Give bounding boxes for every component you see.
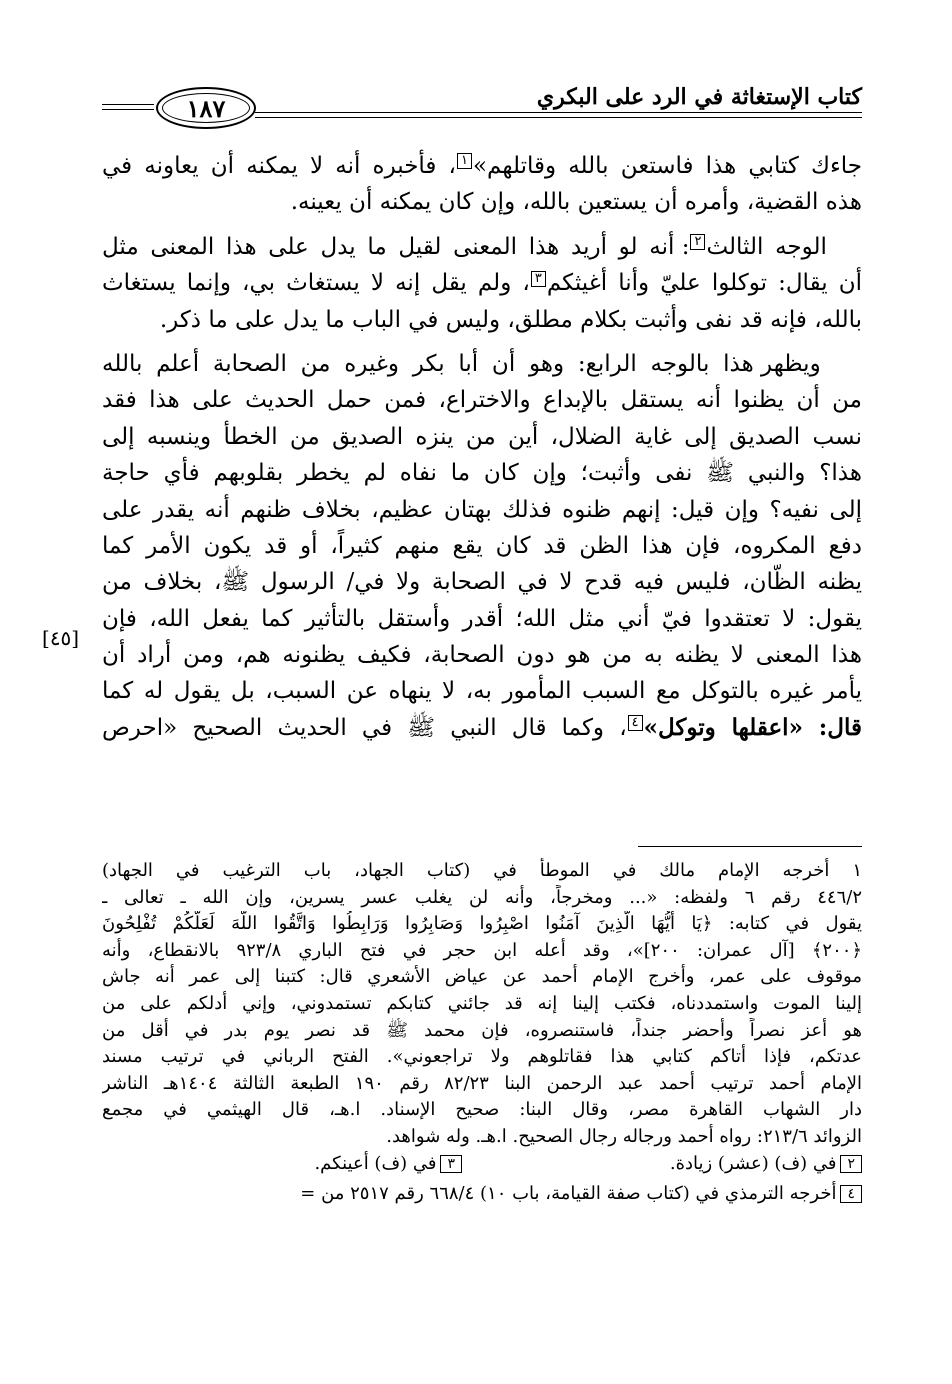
text-line: يأمر غيره بالتوكل مع السبب المأمور به، لا ينهاه عن السبب، بل يقول له كما [102,678,862,705]
footnote-3: ٣في (ف) أعينكم. [314,1151,462,1178]
footnote-2: ٢في (ف) (عشر) زيادة. [670,1151,862,1178]
text-line: أن يقال: توكلوا عليّ وأنا أغيثكم٣، ولم يقل إنه لا يستغاث بي، وإنما يستغاث [102,270,862,297]
text-line: قال: «اعقلها وتوكل»٤، وكما قال النبي ﷺ في الحديث الصحيح «احرص [102,713,862,741]
text-line: من أن يظنوا أنه يستقل بالإبداع والاختراع، فمن حمل الحديث على هذا فقد [102,387,862,414]
text-line: إلى نفيه؟ وإن قيل: إنهم ظنوه فذلك بهتان عظيم، بخلاف ظنهم أنه يقدر على [102,496,862,523]
footnote-line: الإمام أحمد ترتيب أحمد عبد الرحمن البنا ٨٢/٢٣ رقم ١٩٠ الطبعة الثالثة ١٤٠٤هـ الناشر [102,1072,862,1094]
footnote-ref[interactable]: ١ [457,153,472,169]
footnote-number: ٢ [840,1155,862,1173]
footnote-line: إلينا الموت واستمددناه، فكتب إلينا إنه قد جائني كتابكم تستمدوني، وإني أدلكم على من [102,992,862,1014]
footnote-line: ١ أخرجه الإمام مالك في الموطأ في (كتاب الجهاد، باب الترغيب في الجهاد) [102,860,862,881]
footnote-line: دار الشهاب القاهرة مصر، وقال البنا: صحيح الإسناد. ا.هـ، قال الهيثمي في مجمع [102,1099,862,1121]
page-number-frame [156,87,256,129]
footnote-row [102,1181,862,1211]
text-line: الوجه الثالث٢: أنه لو أريد هذا المعنى لقيل ما يدل على هذا المعنى مثل [102,233,827,260]
text-line: دفع المكروه، فإن هذا الظن قد كان يقع منهم كثيراً، أو قد يكون الأمر كما [102,532,862,559]
text-line: يقول: لا تعتقدوا فيّ أني مثل الله؛ أقدر وأستقل بالتأثير كما يفعل الله، فإن [102,605,862,632]
header-rule [102,104,154,105]
text-line: يظنه الظّان، فليس فيه قدح لا في الصحابة ولا في/ الرسول ﷺ، بخلاف من [102,569,862,596]
footnote-number: ٣ [440,1155,462,1173]
text-line: نسب الصديق إلى غاية الضلال، أين من ينزه الصديق من الخطأ وينسبه إلى [102,423,862,450]
header-rule [255,117,862,118]
footnote-separator [638,846,862,847]
text-line: هذا؟ والنبي ﷺ نفى وأثبت؛ وإن كان ما نفاه لم يخطر بقلوبهم فأي حاجة [102,460,862,487]
footnote-line: هو أعز نصراً وأحضر جنداً، فاستنصروه، فإن محمد ﷺ قد نصر يوم بدر في أقل من [102,1019,862,1041]
footnote-line: ﴿٢٠٠﴾ [آل عمران: ٢٠٠]»، وقد أعله ابن حجر في فتح الباري ٩٢٣/٨ بالانقطاع، وأنه [102,939,862,961]
header-rule [102,109,154,110]
page-header [100,82,862,132]
footnote-ref[interactable]: ٤ [628,715,643,731]
footnote-line: يقول في كتابه: ﴿يَا أَيُّهَا الَّذِينَ آمَنُوا اصْبِرُوا وَصَابِرُوا وَرَابِطُوا وَاتَّقُوا اللَّهَ لَعَلَّكُمْ تُفْلِحُونَ [102,913,862,935]
footnote-line: ٤٤٦/٢ رقم ٦ ولفظه: «... ومخرجاً، وأنه لن يغلب عسر يسرين، وإن الله ـ تعالى ـ [102,886,862,908]
header-rule [255,112,862,113]
running-title: كتاب الإستغاثة في الرد على البكري [536,84,862,110]
footnote-ref[interactable]: ٣ [531,271,546,287]
text-line: بالله، فإنه قد نفى وأثبت بكلام مطلق، وليس في الباب ما يدل على ما ذكر. [159,306,862,333]
footnote-number: ٤ [840,1185,862,1203]
footnote-line: الزوائد ٢١٣/٦: رواه أحمد ورجاله رجال الصحيح. ا.هـ. وله شواهد. [386,1125,862,1147]
footnote-row [102,1151,862,1181]
footnote-line: عدتكم، فإذا أتاكم كتابي هذا فقاتلوهم ولا تراجعوني». الفتح الرباني في ترتيب مسند [102,1046,862,1068]
text-line: جاءك كتابي هذا فاستعن بالله وقاتلهم»١، فأخبره أنه لا يمكنه أن يعاونه في [102,153,862,179]
footnote-ref[interactable]: ٢ [690,234,705,250]
margin-page-reference: [٤٥] [42,626,80,650]
main-text [102,148,862,746]
footnote-4: ٤أخرجه الترمذي في (كتاب صفة القيامة، باب ١٠) ٦٦٨/٤ رقم ٢٥١٧ من = [300,1181,862,1208]
footnotes [102,858,862,1211]
page-number: ١٨٧ [186,93,226,123]
footnote-line: موقوف على عمر، وأخرج الإمام أحمد عن عياض الأشعري قال: كتبنا إلى عمر أنه جاش [102,966,862,988]
text-line: ويظهر هذا بالوجه الرابع: وهو أن أبا بكر وغيره من الصحابة أعلم بالله [102,350,821,377]
text-line: هذا المعنى لا يظنه به من هو دون الصحابة، فكيف يظنونه هم، ومن أراد أن [102,642,862,669]
text-line: هذه القضية، وأمره أن يستعين بالله، وإن كان يمكنه أن يعينه. [290,189,862,216]
